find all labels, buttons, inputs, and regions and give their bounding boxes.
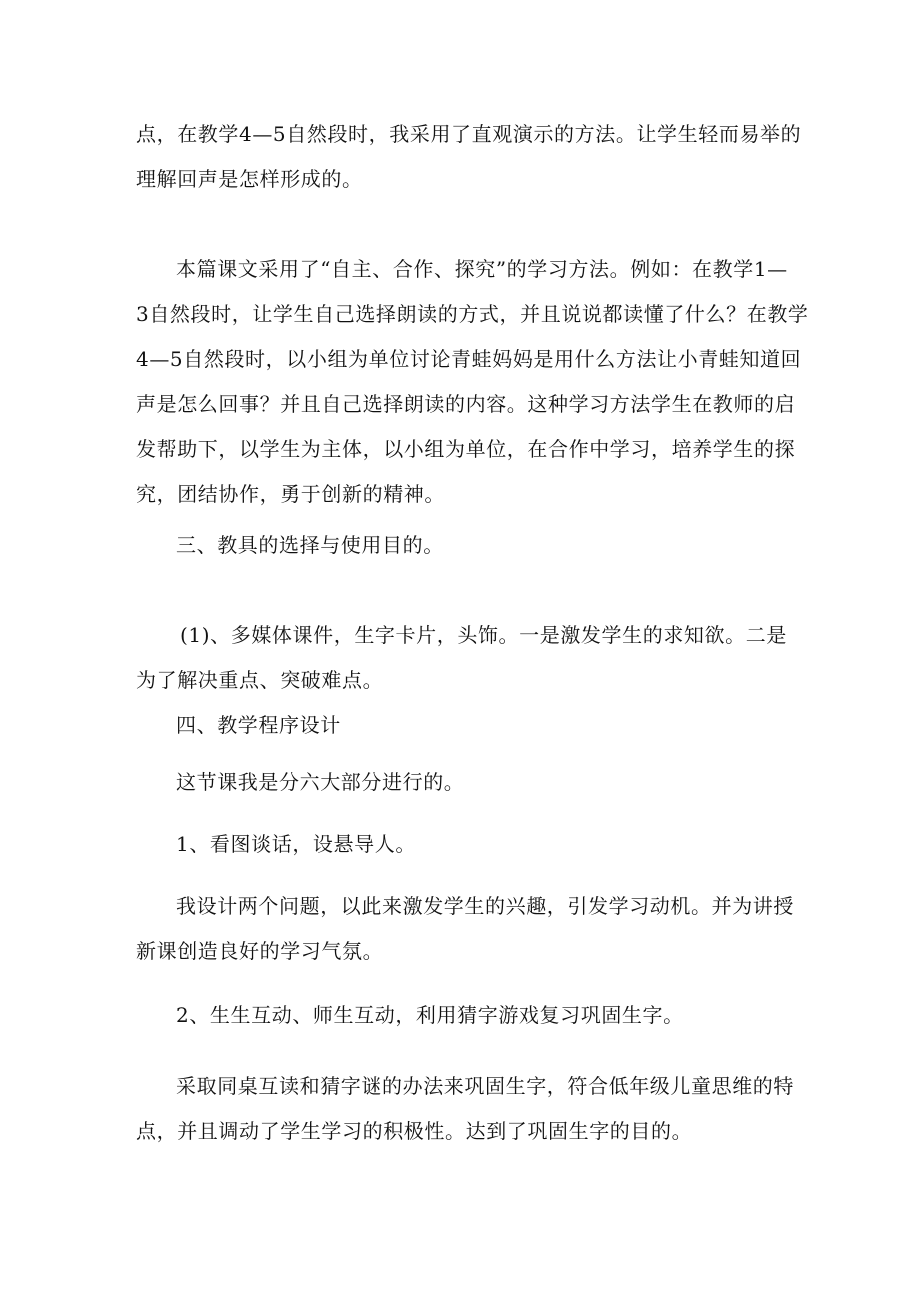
paragraph-demo-method xyxy=(136,112,802,202)
paragraph-step-1 xyxy=(136,884,794,974)
paragraph-six-parts xyxy=(136,760,788,805)
paragraph-step-2 xyxy=(136,1064,794,1154)
text-line: 声是怎么回事？并且自己选择朗读的内容。这种学习方法学生在教师的启 xyxy=(136,392,796,416)
text-line: 理解回声是怎样形成的。 xyxy=(136,167,363,191)
step-heading-2 xyxy=(136,993,788,1038)
paragraph-teaching-aids xyxy=(136,613,788,703)
text-line: 为了解决重点、突破难点。 xyxy=(136,668,384,692)
text-line: (1)、多媒体课件，生字卡片，头饰。一是激发学生的求知欲。二是 xyxy=(180,623,787,647)
text-line: 我设计两个问题，以此来激发学生的兴趣，引发学习动机。并为讲授 xyxy=(176,894,794,918)
section-heading-procedure xyxy=(136,703,788,748)
text-line: 点，并且调动了学生学习的积极性。达到了巩固生字的目的。 xyxy=(136,1119,693,1143)
text-line: 本篇课文采用了“自主、合作、探究”的学习方法。例如：在教学1— xyxy=(176,257,788,281)
text-line: 这节课我是分六大部分进行的。 xyxy=(176,770,465,794)
text-line: 3自然段时，让学生自己选择朗读的方式，并且说说都读懂了什么？在教学 xyxy=(136,302,809,326)
section-heading-teaching-aids xyxy=(136,523,788,568)
text-line: 4—5自然段时，以小组为单位讨论青蛙妈妈是用什么方法让小青蛙知道回 xyxy=(136,347,802,371)
text-line: 1、看图谈话，设悬导人。 xyxy=(176,832,416,856)
text-line: 三、教具的选择与使用目的。 xyxy=(176,533,444,557)
text-line: 四、教学程序设计 xyxy=(176,713,341,737)
paragraph-learning-method xyxy=(136,247,809,517)
text-line: 2、生生互动、师生互动，利用猜字游戏复习巩固生字。 xyxy=(176,1003,684,1027)
text-line: 点，在教学4—5自然段时，我采用了直观演示的方法。让学生轻而易举的 xyxy=(136,122,802,146)
text-line: 新课创造良好的学习气氛。 xyxy=(136,939,384,963)
text-line: 采取同桌互读和猜字谜的办法来巩固生字，符合低年级儿童思维的特 xyxy=(176,1074,794,1098)
text-line: 究，团结协作，勇于创新的精神。 xyxy=(136,482,445,506)
step-heading-1 xyxy=(136,822,788,867)
text-line: 发帮助下，以学生为主体，以小组为单位，在合作中学习，培养学生的探 xyxy=(136,437,796,461)
